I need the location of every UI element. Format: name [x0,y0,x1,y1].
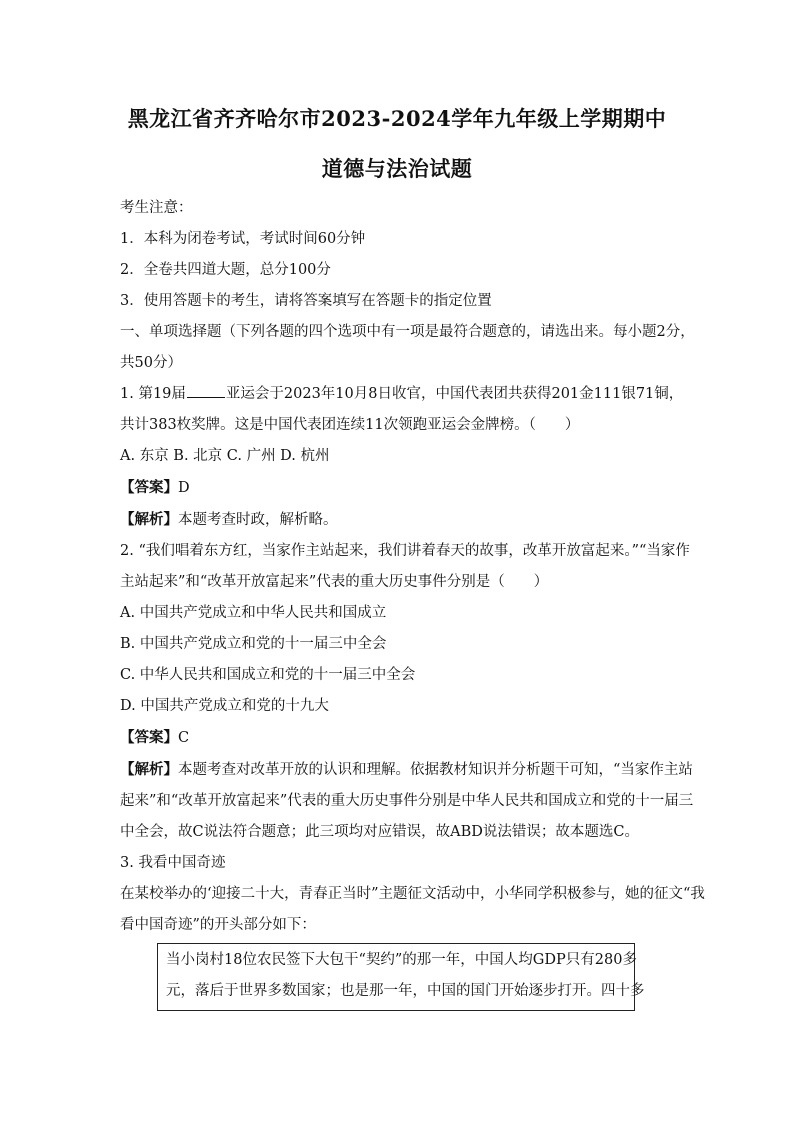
notice-item-2: 2．全卷共四道大题，总分100分 [120,262,331,278]
q1-blank [187,383,225,398]
q2-analysis-line2: 起来”和“改革开放富起来”代表的重大历史事件分别是中华人民共和国成立和党的十一届三 [120,793,694,809]
q2-analysis-line3: 中全会，故C说法符合题意；此三项均对应错误，故ABD说法错误；故本题选C。 [120,824,639,840]
document-title-line1: 黑龙江省齐齐哈尔市2023-2024学年九年级上学期期中 [127,106,667,131]
q2-option-a: A. 中国共产党成立和中华人民共和国成立 [120,605,387,621]
q2-line2: 主站起来”和“改革开放富起来”代表的重大历史事件分别是（ ） [120,574,549,590]
q1-line2: 共计383枚奖牌。这是中国代表团连续11次领跑亚运会金牌榜。（ ） [120,417,580,433]
q2-analysis-text1: 本题考查对改革开放的认识和理解。依据教材知识并分析题干可知，“当家作主站 [178,762,693,778]
q2-option-d: D. 中国共产党成立和党的十九大 [120,698,329,714]
q1-suffix: 亚运会于2023年10月8日收官，中国代表团共获得201金111银71铜， [225,386,684,402]
notice-item-3: 3．使用答题卡的考生，请将答案填写在答题卡的指定位置 [120,293,492,309]
q1-line1 [120,379,794,410]
notice-item-1: 1．本科为闭卷考试，考试时间60分钟 [120,231,366,247]
q2-answer-value: C [178,730,190,746]
q2-option-b: B. 中国共产党成立和党的十一届三中全会 [120,636,387,652]
q3-excerpt-box [157,943,645,1011]
q2-analysis-line1 [120,754,794,786]
q3-line1: 在某校举办的‘迎接二十大，青春正当时”主题征文活动中，小华同学积极参与，她的征文“我 [120,886,705,902]
q2-line1: 2. “我们唱着东方红，当家作主站起来，我们讲着春天的故事，改革开放富起来。”“当家作 [120,543,690,559]
q3-box-line1: 当小岗村18位农民签下大包干“契约”的那一年，中国人均GDP只有280多 [166,952,637,968]
q2-answer [120,722,794,754]
q1-options: A. 东京 B. 北京 C. 广州 D. 杭州 [120,448,330,464]
notice-heading: 考生注意： [120,200,193,216]
q1-analysis [120,504,794,536]
document-title-line2: 道德与法治试题 [321,156,473,181]
q1-analysis-text: 本题考查时政，解析略。 [178,512,338,528]
q1-answer-value: D [178,480,190,496]
q3-box-line2: 元，落后于世界多数国家；也是那一年，中国的国门开始逐步打开。四十多 [166,983,645,999]
q2-answer-label: 【答案】 [120,729,178,746]
q2-option-c: C. 中华人民共和国成立和党的十一届三中全会 [120,667,416,683]
section1-heading-line2: 共50分） [120,355,182,371]
q1-analysis-label: 【解析】 [120,511,178,528]
q1-answer [120,472,794,504]
q3-line2: 看中国奇迹”的开头部分如下： [120,917,316,933]
q1-prefix: 1. 第19届 [120,386,186,402]
q3-heading: 3. 我看中国奇迹 [120,855,226,871]
q1-answer-label: 【答案】 [120,479,178,496]
section1-heading-line1: 一、单项选择题（下列各题的四个选项中有一项是最符合题意的，请选出来。每小题2分， [120,324,695,340]
q2-analysis-label: 【解析】 [120,761,178,778]
